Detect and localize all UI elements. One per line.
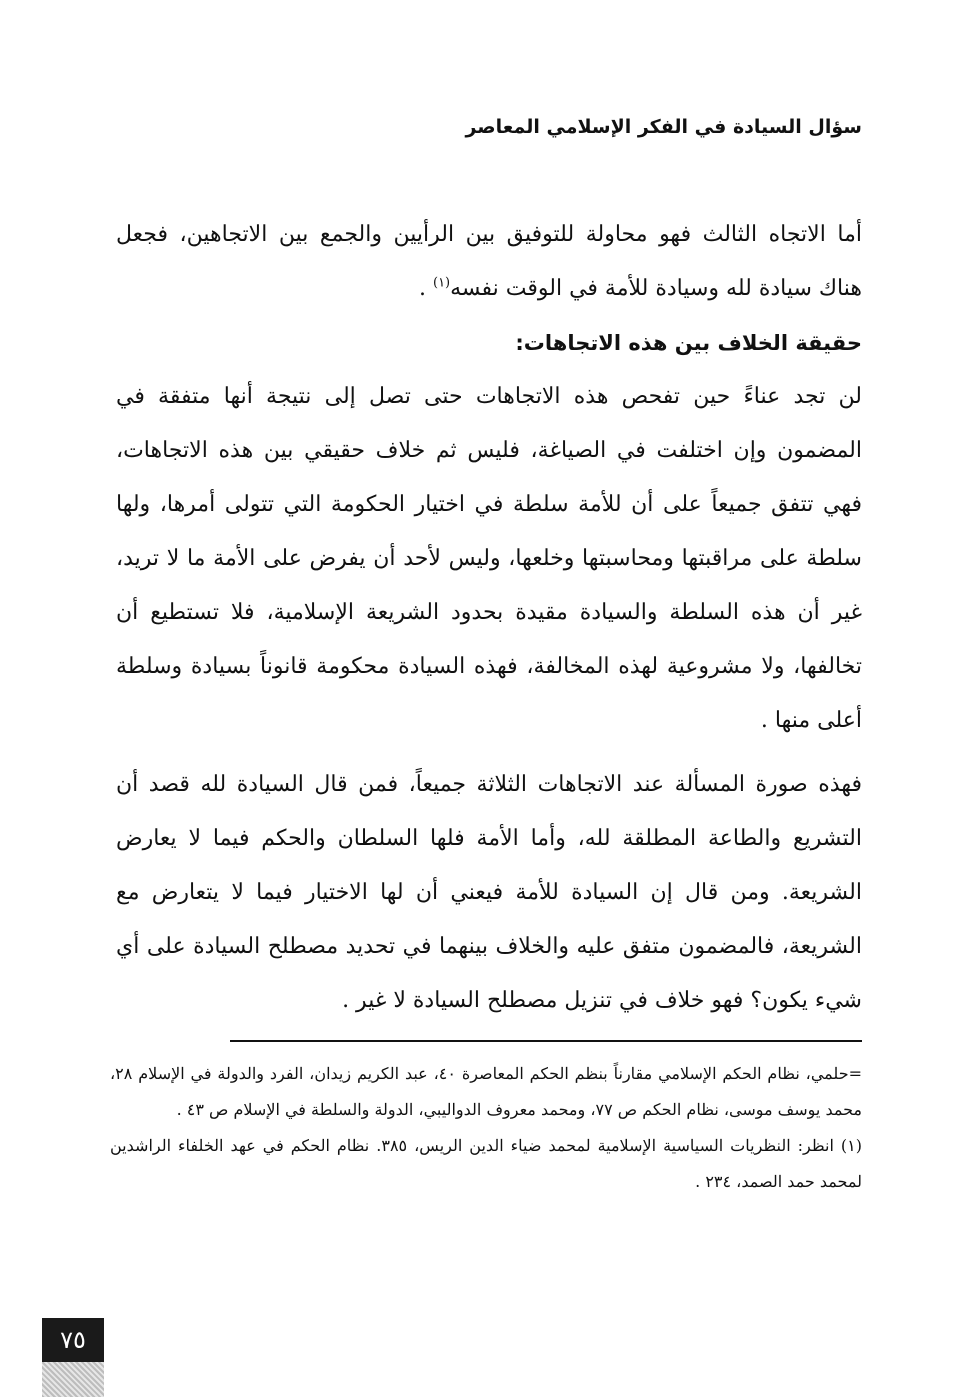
paragraph-third-approach-text: أما الاتجاه الثالث فهو محاولة للتوفيق بين الرأيين والجمع بين الاتجاهين، فجعل هناك سيادة لله وسيادة للأمة في الوقت نفسه [116,222,862,301]
section-heading: حقيقة الخلاف بين هذه الاتجاهات: [515,331,862,355]
paragraph-agreement: لن تجد عناءً حين تفحص هذه الاتجاهات حتى تصل إلى نتيجة أنها متفقة في المضمون وإن اختلفت في الصياغة، فليس ثم خلاف حقيقي بين هذه الاتجاهات، فهي تتفق جميعاً على أن للأمة سلطة في اختيار الحكومة التي تتولى أمرها، ولها سلطة على مراقبتها ومحاسبتها وخلعها، وليس لأحد أن يفرض على الأمة ما لا تريد، غير أن هذه السلطة والسيادة مقيدة بحدود الشريعة الإسلامية، فلا تستطيع أن تخالفها، ولا مشروعية لهذه المخالفة، فهذه السيادة محكومة قانوناً بسيادة وسلطة أعلى منها . [116,384,862,733]
page-number-decoration [42,1362,104,1397]
page-number: ٧٥ [42,1318,104,1362]
paragraph-third-approach [116,208,862,316]
footnote-continued: =حلمي، نظام الحكم الإسلامي مقارناً بنظم الحكم المعاصرة ٤٠، عبد الكريم زيدان، الفرد والدولة في الإسلام ٢٨، محمد يوسف موسى، نظام الحكم ص ٧٧، ومحمد معروف الدواليبي، الدولة والسلطة في الإسلام ص ٤٣ . [110,1064,862,1119]
footnote-divider [230,1040,862,1042]
paragraph-summary: فهذه صورة المسألة عند الاتجاهات الثلاثة جميعاً، فمن قال السيادة لله قصد أن التشريع والطاعة المطلقة لله، وأما الأمة فلها السلطان والحكم فيما لا يعارض الشريعة. ومن قال إن السيادة للأمة فيعني أن لها الاختيار فيما لا يتعارض مع الشريعة، فالمضمون متفق عليه والخلاف بينهما في تحديد مصطلح السيادة على أي شيء يكون؟ فهو خلاف في تنزيل مصطلح السيادة لا غير . [116,772,862,1013]
footnote-1: (١) انظر: النظريات السياسية الإسلامية لمحمد ضياء الدين الريس، ٣٨٥. نظام الحكم في عهد الخلفاء الراشدين لمحمد حمد الصمد، ٢٣٤ . [110,1136,862,1191]
running-title: سؤال السيادة في الفكر الإسلامي المعاصر [465,116,862,138]
paragraph-third-approach-end: . [418,276,433,301]
main-text [116,208,862,1028]
footnotes [110,1056,862,1200]
footnote-reference-1[interactable]: (١) [432,275,451,291]
